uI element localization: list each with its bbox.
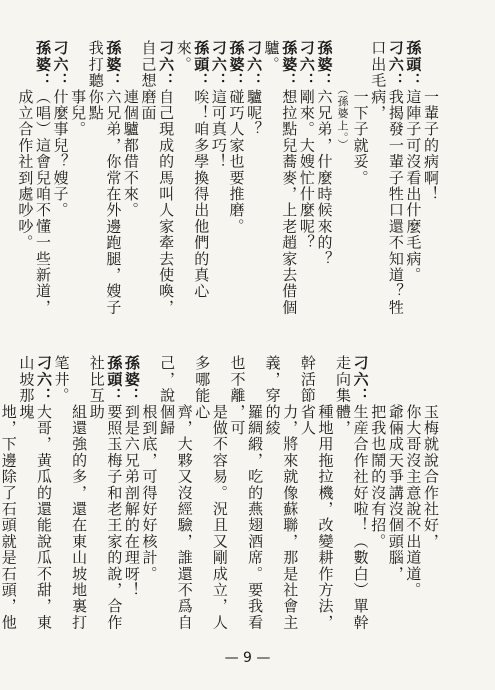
dialogue-text: 我揭發一輩子牲口還不知道？牲口出毛病， <box>369 40 405 316</box>
text-line <box>333 355 368 645</box>
dialogue-text: 連個驢都借不來。 <box>121 88 140 219</box>
dialogue-text: 種地用拖拉機，改變耕作方法，幹活節省人 <box>298 355 335 631</box>
dialogue-text: 是做不容易。況且又剛成立，人多哪能心 <box>193 355 229 631</box>
dialogue-text: 玉梅就說合作社好， <box>422 403 440 550</box>
speaker-label: 刁六： <box>297 40 316 89</box>
speaker-label: 孫婆： <box>104 40 123 89</box>
speaker-label <box>422 40 440 89</box>
text-line <box>404 355 422 645</box>
text-line <box>332 40 351 323</box>
dialogue-text: 事兒。 <box>69 88 88 138</box>
dialogue-text: 想拉點兒蕎麥，上老趙家去借個驢。 <box>262 40 299 316</box>
dialogue-text: 生産合作社好啦！（數白）單幹走向集體， <box>334 355 370 631</box>
speaker-label: 刁六： <box>51 40 70 89</box>
speaker-label: 刁六： <box>209 40 228 89</box>
dialogue-text: 自己現成的馬叫人家牽去使喚，自己想磨面 <box>139 40 176 316</box>
dialogue-text: 一下子就妥。 <box>351 88 370 186</box>
speaker-label <box>281 355 299 404</box>
text-line <box>121 40 139 323</box>
dialogue-text: 什麼事兒？嫂子。 <box>51 88 70 219</box>
text-line <box>244 40 262 323</box>
speaker-label: 孫婆： <box>33 40 52 89</box>
text-line <box>263 355 298 645</box>
speaker-label <box>176 355 194 404</box>
text-line <box>86 40 121 323</box>
text-line <box>351 40 369 323</box>
text-line <box>174 40 209 323</box>
text-line <box>158 355 193 645</box>
upper-text-block <box>16 40 439 323</box>
speaker-label: 孫婆： <box>315 40 334 89</box>
lower-text-block <box>0 355 439 645</box>
speaker-label <box>333 40 351 89</box>
speaker-label <box>387 355 405 404</box>
speaker-label: 刁六： <box>157 40 176 89</box>
speaker-label <box>70 355 88 404</box>
text-line <box>228 355 263 645</box>
speaker-label: 刁六： <box>34 355 53 404</box>
dialogue-text: 唉！咱多學換得出他們的真心來。 <box>174 40 211 300</box>
text-line <box>404 40 422 323</box>
dialogue-text: 成立合作社到處吵吵。 <box>16 88 35 251</box>
dialogue-text: 根到底，可得好好核計。 <box>140 403 159 582</box>
speaker-label: 孫頭： <box>404 40 423 89</box>
dialogue-text: 驢呢？ <box>245 88 264 138</box>
dialogue-text: 一輩子的病啊！ <box>422 88 440 203</box>
text-line <box>421 40 439 323</box>
speaker-label <box>369 355 387 404</box>
text-line <box>0 355 17 645</box>
speaker-label: 刁六： <box>351 355 370 404</box>
text-line <box>209 40 227 323</box>
text-line <box>52 355 87 645</box>
speaker-label: 孫頭： <box>192 40 211 89</box>
dialogue-text: 爺倆成天爭講沒個頭腦， <box>386 403 405 582</box>
text-line <box>227 40 245 323</box>
text-line <box>51 40 69 323</box>
dialogue-text: 組還強的多，還在東山坡地裏打笔井。 <box>52 355 89 631</box>
speaker-label <box>422 355 440 404</box>
dialogue-text: 羅綢緞，吃的燕翅酒席。要我看也不離，可 <box>228 355 265 631</box>
text-line <box>140 355 158 645</box>
text-line <box>193 355 228 645</box>
speaker-label <box>316 355 334 404</box>
text-line <box>297 40 315 323</box>
text-line <box>139 40 174 323</box>
text-line <box>369 355 387 645</box>
dialogue-text: 六兄弟，你常在外邊跑腿，嫂子我打聽你點 <box>86 40 123 316</box>
dialogue-text: 這可真巧！ <box>209 88 228 170</box>
speaker-label: 孫婆： <box>280 40 299 89</box>
text-line <box>315 40 333 323</box>
dialogue-text: 把我也鬧的沒有招。 <box>369 403 388 550</box>
speaker-label: 刁六： <box>386 40 405 89</box>
speaker-label: 孫婆： <box>122 355 141 404</box>
stage-direction: （孫婆上。） <box>336 88 350 151</box>
speaker-label <box>352 40 370 89</box>
text-line <box>262 40 297 323</box>
text-line <box>386 355 404 645</box>
dialogue-text: （唱）這會兒咱不懂一些新道， <box>33 88 52 316</box>
text-line <box>298 355 333 645</box>
speaker-label <box>69 40 87 89</box>
speaker-label <box>16 40 34 89</box>
speaker-label <box>404 355 422 404</box>
dialogue-text: 要照玉梅子和老王家的說，合作社比互助 <box>87 355 124 631</box>
speaker-label <box>141 355 159 404</box>
text-line <box>17 355 52 645</box>
page-number: — 9 — <box>224 650 271 666</box>
dialogue-text: 力，將來就像蘇聯，那是社會主義，穿的綾 <box>263 355 300 631</box>
dialogue-text: 碰巧人家也要推磨。 <box>227 88 246 235</box>
speaker-label <box>0 355 18 404</box>
speaker-label <box>211 355 229 404</box>
dialogue-text: 大哥，黄瓜的還能說瓜不甜，東山坡那塊 <box>17 355 53 631</box>
speaker-label: 孫婆： <box>227 40 246 89</box>
dialogue-text: 這陣子可沒看出什麼毛病。 <box>404 88 423 284</box>
speaker-label: 刁六： <box>245 40 264 89</box>
text-line <box>87 355 122 645</box>
speaker-label <box>246 355 264 404</box>
speaker-label: 孫頭： <box>105 355 124 404</box>
dialogue-text: 到是六兄弟剖解的在理呀！ <box>122 403 141 599</box>
text-line <box>369 40 404 323</box>
text-line <box>16 40 34 323</box>
text-line <box>33 40 51 323</box>
text-line <box>122 355 140 645</box>
text-line <box>421 355 439 645</box>
dialogue-text: 六兄弟，什麼時候來的？ <box>315 88 334 267</box>
dialogue-text: 齊，大夥又沒經驗，誰還不爲自己，說個歸 <box>158 355 194 631</box>
text-line <box>69 40 87 323</box>
dialogue-text: 你大哥沒主意說不出道道。 <box>404 403 423 599</box>
dialogue-text: 剛來。大嫂忙什麼呢？ <box>297 88 316 251</box>
speaker-label <box>122 40 140 89</box>
dialogue-text: 地，下邊除了石頭就是石頭，他 <box>0 403 18 631</box>
